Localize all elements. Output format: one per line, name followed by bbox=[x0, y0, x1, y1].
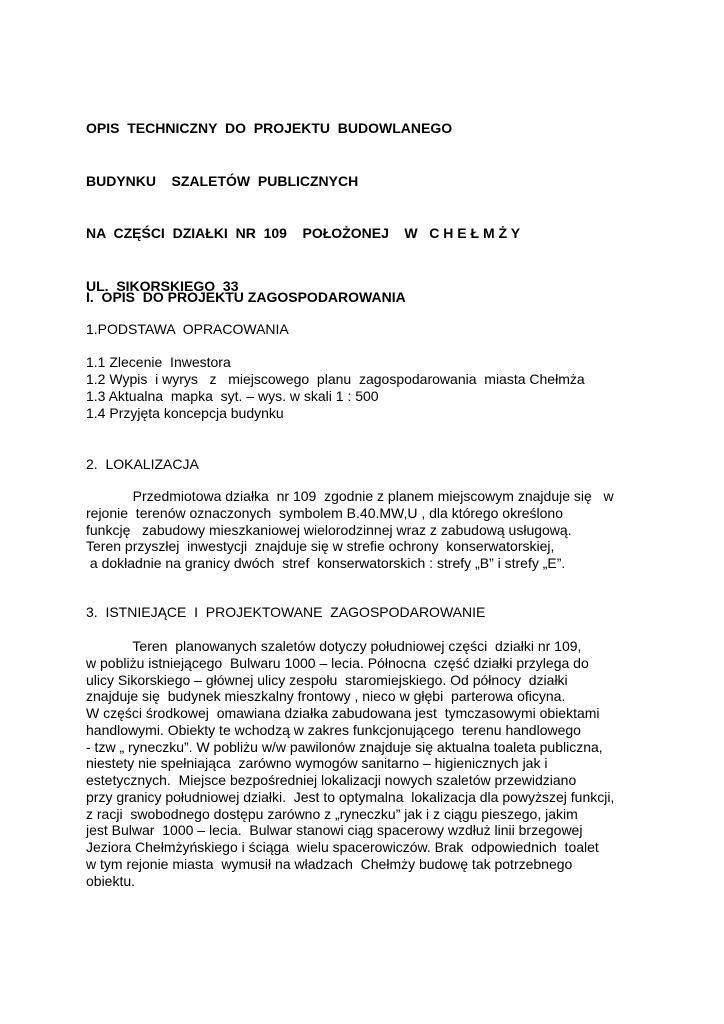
paragraph-line: niestety nie spełniająca zarówno wymogów sanitarno – higienicznych jak i bbox=[86, 755, 548, 772]
paragraph-line: w tym rejonie miasta wymusił na władzach Chełmży budowę tak potrzebnego bbox=[86, 855, 573, 872]
paragraph-line: ulicy Sikorskiego – głównej ulicy zespołu staromiejskiego. Od północy działki bbox=[86, 671, 568, 688]
title-line: NA CZĘŚCI DZIAŁKI NR 109 POŁOŻONEJ W C H E Ł M Ż Y bbox=[86, 225, 521, 241]
paragraph-line: rejonie terenów oznaczonych symbolem B.40.MW,U , dla którego określono bbox=[86, 504, 564, 521]
paragraph-line: Teren przyszłej inwestycji znajduje się w strefie ochrony konserwatorskiej, bbox=[86, 538, 555, 555]
paragraph-line: przy granicy południowej działki. Jest to optymalna lokalizacja dla powyższej funkcji, bbox=[86, 788, 615, 805]
paragraph-line: jest Bulwar 1000 – lecia. Bulwar stanowi ciąg spacerowy wzdłuż linii brzegowej bbox=[86, 822, 583, 839]
title-line: UL. SIKORSKIEGO 33 bbox=[86, 277, 239, 294]
paragraph-line: obiektu. bbox=[86, 872, 136, 889]
paragraph-line: W części środkowej omawiana działka zabudowana jest tymczasowymi obiektami bbox=[86, 705, 600, 721]
list-item: 1.3 Aktualna mapka syt. – wys. w skali 1 : 500 bbox=[86, 388, 379, 404]
list-item: 1.2 Wypis i wyrys z miejscowego planu zagospodarowania miasta Chełmża bbox=[86, 371, 585, 387]
paragraph-line: a dokładnie na granicy dwóch stref konserwatorskich : strefy „B” i strefy „E”. bbox=[86, 555, 566, 571]
section3-paragraph bbox=[86, 638, 614, 889]
paragraph-line: Przedmiotowa działka nr 109 zgodnie z planem miejscowym znajduje się w bbox=[86, 488, 614, 504]
title-line: OPIS TECHNICZNY DO PROJEKTU BUDOWLANEGO bbox=[86, 120, 453, 136]
paragraph-line: znajduje się budynek mieszkalny frontowy , nieco w głębi parterowa oficyna. bbox=[86, 688, 566, 705]
title-line: BUDYNKU SZALETÓW PUBLICZNYCH bbox=[86, 172, 359, 189]
list-item: 1.1 Zlecenie Inwestora bbox=[86, 354, 231, 370]
paragraph-line: z racji swobodnego dostępu zarówno z „ryneczku” jak i z ciągu pieszego, jakim bbox=[86, 805, 578, 822]
section3-heading: 3. ISTNIEJĄCE I PROJEKTOWANE ZAGOSPODAROWANIE bbox=[86, 604, 486, 620]
section1-list bbox=[86, 354, 585, 422]
paragraph-line: funkcję zabudowy mieszkaniowej wielorodzinnej wraz z zabudową usługową. bbox=[86, 521, 572, 538]
paragraph-line: Jeziora Chełmżyńskiego i ściąga wielu spacerowiczów. Brak odpowiednich toalet bbox=[86, 839, 599, 855]
paragraph-line: Teren planowanych szaletów dotyczy południowej części działki nr 109, bbox=[86, 638, 582, 654]
list-item: 1.4 Przyjęta koncepcja budynku bbox=[86, 405, 284, 421]
paragraph-line: - tzw „ ryneczku”. W pobliżu w/w pawilonów znajduje się aktualna toaleta publiczna, bbox=[86, 738, 603, 755]
section2-paragraph bbox=[86, 488, 614, 572]
section1-heading: 1.PODSTAWA OPRACOWANIA bbox=[86, 321, 289, 337]
paragraph-line: handlowymi. Obiekty te wchodzą w zakres funkcjonującego terenu handlowego bbox=[86, 721, 581, 738]
paragraph-line: w pobliżu istniejącego Bulwaru 1000 – lecia. Północna część działki przylega do bbox=[86, 654, 589, 671]
paragraph-line: estetycznych. Miejsce bezpośredniej lokalizacji nowych szaletów przewidziano bbox=[86, 772, 577, 788]
part1-heading: I. OPIS DO PROJEKTU ZAGOSPODAROWANIA bbox=[86, 289, 406, 305]
section2-heading: 2. LOKALIZACJA bbox=[86, 456, 199, 472]
